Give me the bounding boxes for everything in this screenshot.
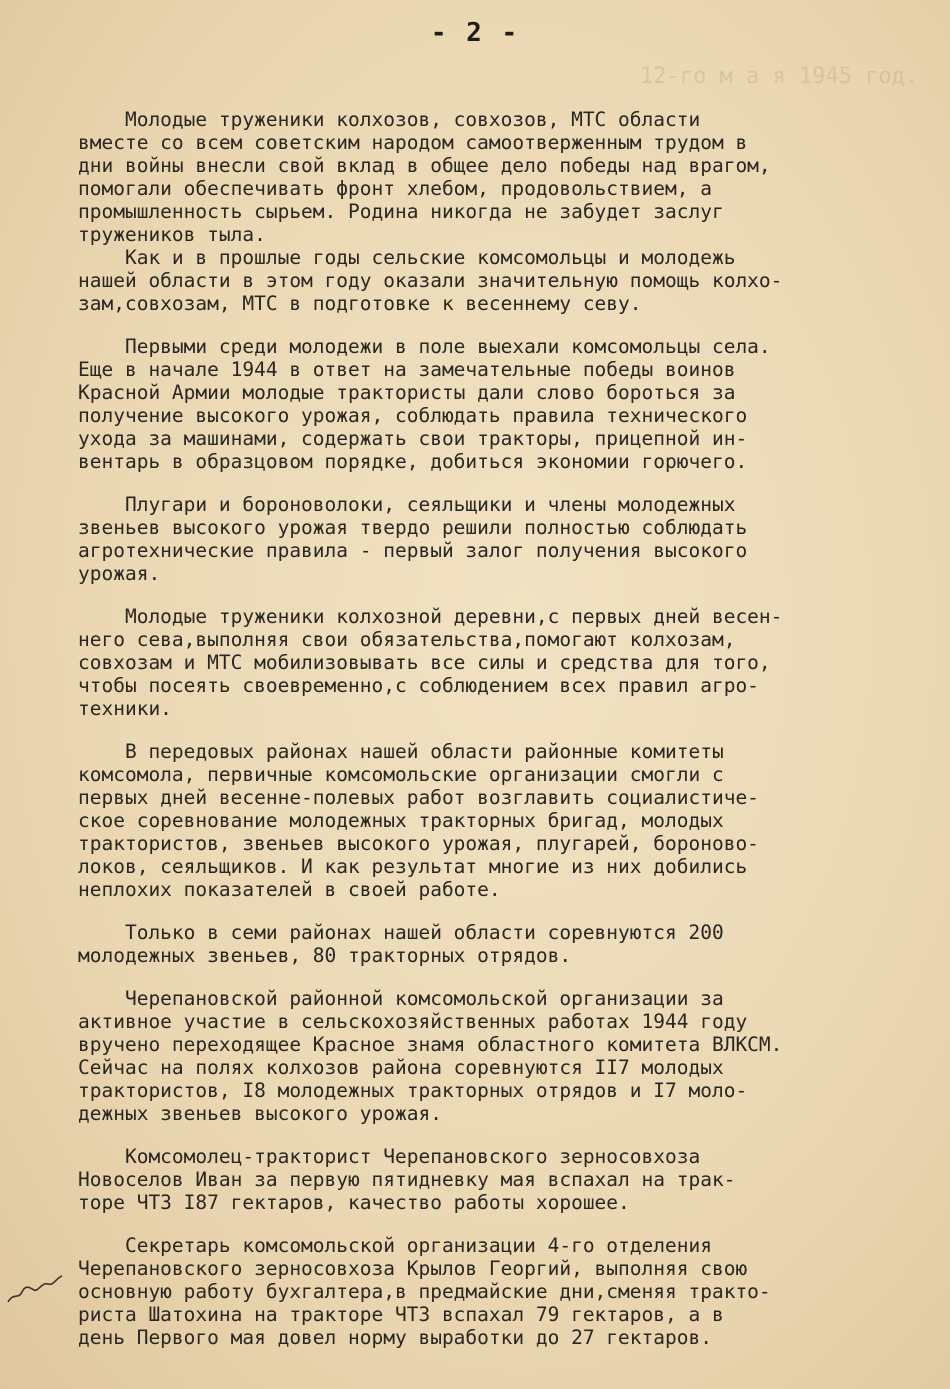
text-line: локов, сеяльщиков. И как результат многие из них добились [78, 855, 748, 878]
paragraph [78, 987, 928, 1125]
paragraph-gap [78, 901, 928, 921]
text-line: В передовых районах нашей области районные комитеты [78, 740, 724, 763]
text-line: промышленность сырьем. Родина никогда не забудет заслуг [78, 200, 724, 223]
text-line: комсомола, первичные комсомольские организации смогли с [78, 763, 724, 786]
text-line: основную работу бухгалтера,в предмайские дни,сменяя тракто- [78, 1280, 771, 1303]
text-line: трактористов, звеньев высокого урожая, плугарей, бороново- [78, 832, 759, 855]
text-line: ухода за машинами, содержать свои тракторы, прицепной ин- [78, 427, 748, 450]
text-line: Черепановской районной комсомольской организации за [78, 987, 724, 1010]
text-line: торе ЧТЗ I87 гектаров, качество работы хорошее. [78, 1191, 630, 1214]
text-line: Секретарь комсомольской организации 4-го отделения [78, 1234, 712, 1257]
paragraph-gap [78, 473, 928, 493]
text-line: вместе со всем советским народом самоотверженным трудом в [78, 131, 748, 154]
text-line: Еще в начале 1944 в ответ на замечательные победы воинов [78, 358, 736, 381]
paragraph [78, 335, 928, 473]
text-line: дни войны внесли свой вклад в общее дело победы над врагом, [78, 154, 771, 177]
text-line: Первыми среди молодежи в поле выехали комсомольцы села. [78, 335, 771, 358]
text-line: день Первого мая довел норму выработки до 27 гектаров. [78, 1326, 712, 1349]
text-line: Комсомолец-тракторист Черепановского зерносовхоза [78, 1145, 701, 1168]
paragraph [78, 1145, 928, 1214]
paragraph [78, 493, 928, 585]
paragraph [78, 108, 928, 315]
text-line: неплохих показателей в своей работе. [78, 878, 501, 901]
paragraph-gap [78, 1214, 928, 1234]
text-line: звеньев высокого урожая твердо решили полностью соблюдать [78, 516, 748, 539]
text-line: тружеников тыла. [78, 223, 266, 246]
text-line: нашей области в этом году оказали значительную помощь колхо- [78, 269, 783, 292]
text-line: Красной Армии молодые трактористы дали слово бороться за [78, 381, 736, 404]
handwritten-margin-note [4, 1270, 64, 1310]
text-line: Новоселов Иван за первую пятидневку мая вспахал на трак- [78, 1168, 736, 1191]
text-line: первых дней весенне-полевых работ возглавить социалистиче- [78, 786, 759, 809]
paragraph-gap [78, 315, 928, 335]
paragraph-gap [78, 585, 928, 605]
text-line: риста Шатохина на тракторе ЧТЗ вспахал 79 гектаров, а в [78, 1303, 724, 1326]
text-line: Как и в прошлые годы сельские комсомольцы и молодежь [78, 246, 736, 269]
paragraph [78, 1234, 928, 1349]
text-line: получение высокого урожая, соблюдать правила технического [78, 404, 748, 427]
paragraph [78, 740, 928, 901]
paragraph-gap [78, 1125, 928, 1145]
text-line: Только в семи районах нашей области соревнуются 200 [78, 921, 724, 944]
text-line: вручено переходящее Красное знамя областного комитета ВЛКСМ. [78, 1033, 783, 1056]
text-line: ское соревнование молодежных тракторных бригад, молодых [78, 809, 724, 832]
bleed-through-header: 12-го м а я 1945 год. [640, 64, 919, 89]
text-line: урожая. [78, 562, 161, 585]
text-line: него сева,выполняя свои обязательства,помогают колхозам, [78, 628, 736, 651]
text-line: вентарь в образцовом порядке, добиться экономии горючего. [78, 450, 748, 473]
text-line: техники. [78, 697, 172, 720]
text-line: совхозам и МТС мобилизовывать все силы и средства для того, [78, 651, 771, 674]
text-line: Черепановского зерносовхоза Крылов Георгий, выполняя свою [78, 1257, 748, 1280]
text-line: активное участие в сельскохозяйственных работах 1944 году [78, 1010, 748, 1033]
text-line: чтобы посеять своевременно,с соблюдением всех правил агро- [78, 674, 759, 697]
paragraph-gap [78, 967, 928, 987]
text-line: дежных звеньев высокого урожая. [78, 1102, 442, 1125]
text-line: Молодые труженики колхозной деревни,с первых дней весен- [78, 605, 783, 628]
document-body [78, 108, 928, 1349]
paragraph [78, 921, 928, 967]
paragraph [78, 605, 928, 720]
text-line: агротехнические правила - первый залог получения высокого [78, 539, 748, 562]
text-line: Плугари и бороноволоки, сеяльщики и члены молодежных [78, 493, 736, 516]
text-line: Сейчас на полях колхозов района соревнуются II7 молодых [78, 1056, 724, 1079]
text-line: Молодые труженики колхозов, совхозов, МТС области [78, 108, 701, 131]
text-line: молодежных звеньев, 80 тракторных отрядов. [78, 944, 572, 967]
text-line: зам,совхозам, МТС в подготовке к весеннему севу. [78, 292, 642, 315]
paragraph-gap [78, 720, 928, 740]
text-line: трактористов, I8 молодежных тракторных отрядов и I7 моло- [78, 1079, 748, 1102]
page-number: - 2 - [430, 18, 520, 48]
text-line: помогали обеспечивать фронт хлебом, продовольствием, а [78, 177, 712, 200]
